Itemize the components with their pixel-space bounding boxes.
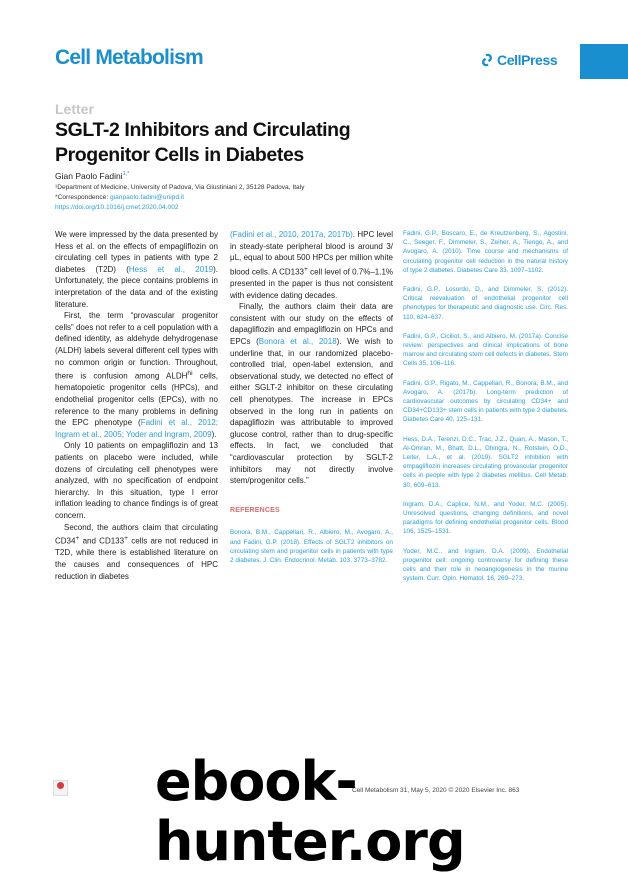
reference-item[interactable]: Fadini, G.P., Boscaro, E., de Kreutzenberg, S., Agostini, C., Seeger, F., Dimmeler, S., Zeiher, A., Tiengo, A., and Avogaro, A. (2010). Time course and mechanisms of circulating progenitor cell reduction in the natural history of type 2 diabetes. Diabetes Care 33, 1097–1102. (403, 230, 568, 274)
text: cells, hematopoietic progenitor cells (HPCs), and endothelial progenitor cells (EPCs), with no reference to the many problems in defining the EPC phenotype ( (55, 371, 218, 428)
text: Finally, the authors claim their data are consistent with our study on the effects of dapagliflozin and empagliflozin on HPCs and EPCs ( (230, 302, 393, 346)
reference-item[interactable]: Fadini, G.P., Rigato, M., Cappellari, R., Bonora, B.M., and Avogaro, A. (2017b). Long-term prediction of cardiovascular outcomes by circulating CD34+ and CD34+CD133+ stem cells in patients with type 2 diabetes. Diabetes Care 40, 125–131. (403, 379, 568, 424)
text: ). Unfortunately, the piece contains problems in interpretation of the data and of the existing literature. (55, 264, 218, 309)
affiliation-block (55, 183, 304, 213)
paragraph-4 (55, 522, 218, 583)
text: cell level of 0.7%–1.1% presented in the paper is thus not consistent with evidence dating decades. (230, 267, 394, 300)
crossmark-icon[interactable] (53, 780, 68, 796)
superscript: + (75, 535, 80, 543)
doi-link[interactable]: https://doi.org/10.1016/j.cmet.2020.04.002 (55, 204, 179, 211)
reference-item[interactable]: Bonora, B.M., Cappellari, R., Albiero, M., Avogaro, A., and Fadini, G.P. (2018). Effects of SGLT2 inhibitors on circulating stem and progenitor cells in patients with type 2 diabetes. J. Clin. Endocrinol. Metab. 103, 3773–3782. (230, 529, 393, 564)
author-name: Gian Paolo Fadini (55, 171, 123, 181)
correspondence (55, 193, 304, 203)
references-column (403, 229, 568, 594)
text: Second, the authors claim that circulating CD34 (55, 522, 218, 546)
watermark: ebook-hunter.org (155, 750, 465, 873)
citation-link[interactable]: Bonora et al., 2018 (258, 337, 337, 346)
title-line-1: SGLT-2 Inhibitors and Circulating (55, 119, 351, 141)
publisher-name: CellPress (497, 52, 558, 68)
correspondence-email-link[interactable]: gianpaolo.fadini@unipd.it (109, 194, 185, 201)
citation-link[interactable]: Fadini et al., 2012; Ingram et al., 2005; Yoder and Ingram, 2009 (55, 418, 218, 439)
paragraph-3: Only 10 patients on empagliflozin and 13 patients on placebo were included, while dozens of circulating cell phenotypes were analyzed, with no specification of endpoint hierarchy. In this situation, type I error inflation leading to chance findings is of great concern. (55, 441, 218, 520)
paragraph-2 (55, 310, 218, 440)
reference-item[interactable]: Hess, D.A., Terenzi, D.C., Trac, J.Z., Quan, A., Mason, T., Al-Omran, M., Bhatt, D.L., Dhingra, N., Rotstein, O.D., Leiter, L.A., et al. (2019). SGLT2 inhibition with empagliflozin increases circulating provascular progenitor cells in people with type 2 diabetes mellitus. Cell Metab. 30, 609–613. (403, 435, 568, 489)
text: We were impressed by the data presented by Hess et al. on the effects of empagliflozin on circulating cell types in patients with type 2 diabetes (T2D) ( (55, 230, 218, 274)
article-type: Letter (55, 101, 94, 117)
author-line (55, 171, 129, 181)
superscript: + (303, 265, 308, 273)
author-superscript[interactable]: 1,* (122, 171, 130, 178)
reference-item[interactable]: Yoder, M.C., and Ingram, D.A. (2009). Endothelial progenitor cell: ongoing controversy for defining these cells and their role in neoangiogenesis in the murine system. Curr. Opin. Hematol. 16, 269–273. (403, 547, 568, 583)
text: ). We wish to underline that, in our randomized placebo-controlled trial, open-label extension, and observational study, we detected no effect of either SGLT-2 inhibitor on these circulating cell phenotypes. The increase in EPCs observed in the long run in patients on dapagliflozin was attributable to improved glucose control, rather than to drug-specific effects. In fact, we concluded that “cardiovascular protection by SGLT-2 inhibitors may not directly involve stem/progenitor cells.” (230, 337, 393, 486)
text: ). (211, 429, 217, 439)
section-tab (580, 44, 628, 79)
superscript: hi (187, 370, 193, 378)
text: First, the term “provascular progenitor cells” does not refer to a cell population with a defined identity, as aldehyde dehydrogenase (ALDH) labels several different cell types with no common origin or function. Throughout, there is confusion among ALDH (55, 311, 218, 381)
journal-title: Cell Metabolism (55, 46, 203, 69)
references-heading: REFERENCES (230, 506, 280, 514)
cellpress-logo-icon (480, 53, 494, 67)
article-title (55, 118, 350, 168)
reference-item[interactable]: Ingram, D.A., Caplice, N.M., and Yoder, M.C. (2005). Unresolved questions, changing definitions, and novel paradigms for defining endothelial progenitor cells. Blood 106, 1525–1531. (403, 500, 568, 536)
reference-item[interactable]: Fadini, G.P., Ciciliot, S., and Albiero, M. (2017a). Concise review: perspectives and clinical implications of bone marrow and circulating stem cell defects in diabetes. Stem Cells 35, 106–116. (403, 332, 568, 368)
text: . HPC level in steady-state peripheral blood is around 3/μL, equal to about 500 HPCs per million white blood cells. A CD133 (230, 230, 394, 277)
reference-item[interactable]: Fadini, G.P., Losordo, D., and Dimmeler, S. (2012). Critical reevaluation of endothelial progenitor cell phenotypes for therapeutic and diagnostic use. Circ. Res. 110, 624–637. (403, 286, 568, 321)
paragraph-6 (230, 301, 393, 487)
superscript: + (124, 535, 128, 543)
citation-link[interactable]: (Fadini et al., 2010, 2017a, 2017b) (230, 230, 353, 239)
title-line-2: Progenitor Cells in Diabetes (55, 144, 304, 166)
footer-citation: Cell Metabolism 31, May 5, 2020 © 2020 Elsevier Inc. 863 (352, 787, 520, 794)
body-column-2 (230, 229, 393, 565)
text: and CD133 (79, 536, 125, 546)
correspondence-label: *Correspondence: (55, 194, 110, 201)
paragraph-1 (55, 229, 218, 310)
publisher-logo[interactable] (480, 52, 557, 68)
paragraph-5 (230, 229, 393, 301)
citation-link[interactable]: Hess et al., 2019 (128, 264, 214, 274)
affiliation: ¹Department of Medicine, University of Padova, Via Giustiniani 2, 35128 Padova, Italy (55, 184, 305, 191)
body-column-1 (55, 229, 218, 582)
text: cells are not reduced in T2D, while there is established literature on the causes and consequences of HPC reduction in diabetes (55, 536, 218, 581)
